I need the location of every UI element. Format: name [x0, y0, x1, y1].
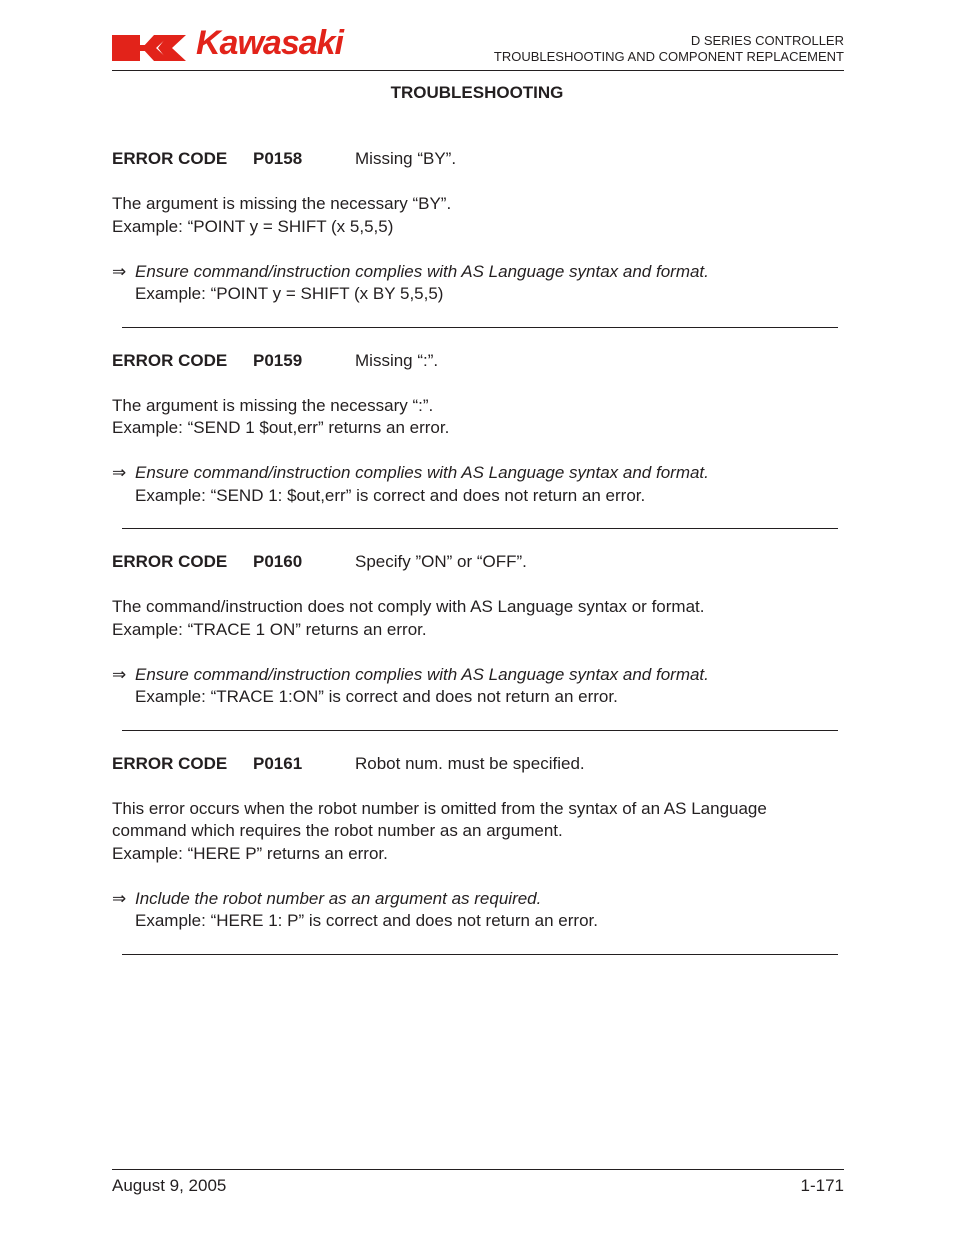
- description-line: Example: “TRACE 1 ON” returns an error.: [112, 619, 427, 639]
- remedy-line: [112, 888, 844, 911]
- description-line: Example: “SEND 1 $out,err” returns an error.: [112, 418, 450, 437]
- error-message: Missing “BY”.: [355, 149, 457, 168]
- error-code: P0158: [253, 149, 303, 168]
- footer-divider: [112, 1169, 844, 1170]
- entry-separator: [122, 327, 838, 328]
- error-code: P0159: [253, 350, 303, 370]
- logo-wordmark: Kawasaki: [196, 24, 343, 62]
- error-entry: [112, 350, 844, 530]
- footer-date: August 9, 2005: [112, 1176, 227, 1195]
- remedy-text: Include the robot number as an argument as required.: [135, 888, 542, 908]
- remedy-text: Ensure command/instruction complies with AS Language syntax and format.: [135, 261, 709, 281]
- description-line: command which requires the robot number as an argument.: [112, 821, 563, 840]
- arrow-icon: ⇒: [112, 664, 127, 684]
- error-message: Robot num. must be specified.: [355, 753, 585, 773]
- error-code-label: ERROR CODE: [112, 753, 228, 773]
- section-title: TROUBLESHOOTING AND COMPONENT REPLACEMENT: [493, 49, 844, 64]
- remedy-line: [112, 664, 844, 687]
- remedy-text: Ensure command/instruction complies with AS Language syntax and format.: [135, 463, 709, 482]
- header-divider: [112, 70, 844, 71]
- description-line: The argument is missing the necessary “BY”.: [112, 194, 452, 213]
- remedy-example: Example: “TRACE 1:ON” is correct and does not return an error.: [135, 687, 618, 706]
- description-line: Example: “POINT y = SHIFT (x 5,5,5): [112, 216, 394, 236]
- arrow-icon: ⇒: [112, 463, 127, 482]
- remedy-line: [112, 462, 844, 485]
- kawasaki-river-mark-icon: [112, 32, 196, 66]
- entry-separator: [122, 528, 838, 529]
- error-heading: [112, 753, 844, 776]
- series-title: D SERIES CONTROLLER: [690, 33, 844, 48]
- error-code: P0161: [253, 753, 303, 773]
- remedy-example: Example: “POINT y = SHIFT (x BY 5,5,5): [135, 284, 444, 303]
- error-entry: [112, 753, 844, 955]
- arrow-icon: ⇒: [112, 261, 127, 281]
- arrow-icon: ⇒: [112, 888, 127, 908]
- error-entry: [112, 148, 844, 328]
- description-line: The command/instruction does not comply with AS Language syntax or format.: [112, 597, 705, 616]
- error-code-label: ERROR CODE: [112, 552, 228, 571]
- remedy-line: [112, 261, 844, 284]
- page-title: TROUBLESHOOTING: [390, 83, 564, 102]
- error-message: Specify ”ON” or “OFF”.: [355, 552, 527, 571]
- error-message: Missing “:”.: [355, 350, 439, 370]
- remedy-text: Ensure command/instruction complies with AS Language syntax and format.: [135, 664, 709, 684]
- description-line: Example: “HERE P” returns an error.: [112, 843, 388, 863]
- error-heading: [112, 551, 844, 574]
- error-code-label: ERROR CODE: [112, 149, 228, 168]
- error-entry: [112, 551, 844, 731]
- document-header: [494, 33, 844, 65]
- kawasaki-logo: [112, 24, 392, 66]
- description-line: This error occurs when the robot number is omitted from the syntax of an AS Language: [112, 798, 767, 818]
- error-code-list: [112, 148, 844, 977]
- remedy-example: Example: “SEND 1: $out,err” is correct and does not return an error.: [135, 485, 646, 505]
- error-heading: [112, 148, 844, 171]
- entry-separator: [122, 954, 838, 955]
- page-number: 1-171: [800, 1176, 844, 1195]
- entry-separator: [122, 730, 838, 731]
- description-line: The argument is missing the necessary “:”.: [112, 395, 434, 415]
- remedy-example: Example: “HERE 1: P” is correct and does not return an error.: [135, 911, 598, 930]
- error-heading: [112, 350, 844, 373]
- error-code-label: ERROR CODE: [112, 350, 228, 370]
- error-code: P0160: [253, 552, 303, 571]
